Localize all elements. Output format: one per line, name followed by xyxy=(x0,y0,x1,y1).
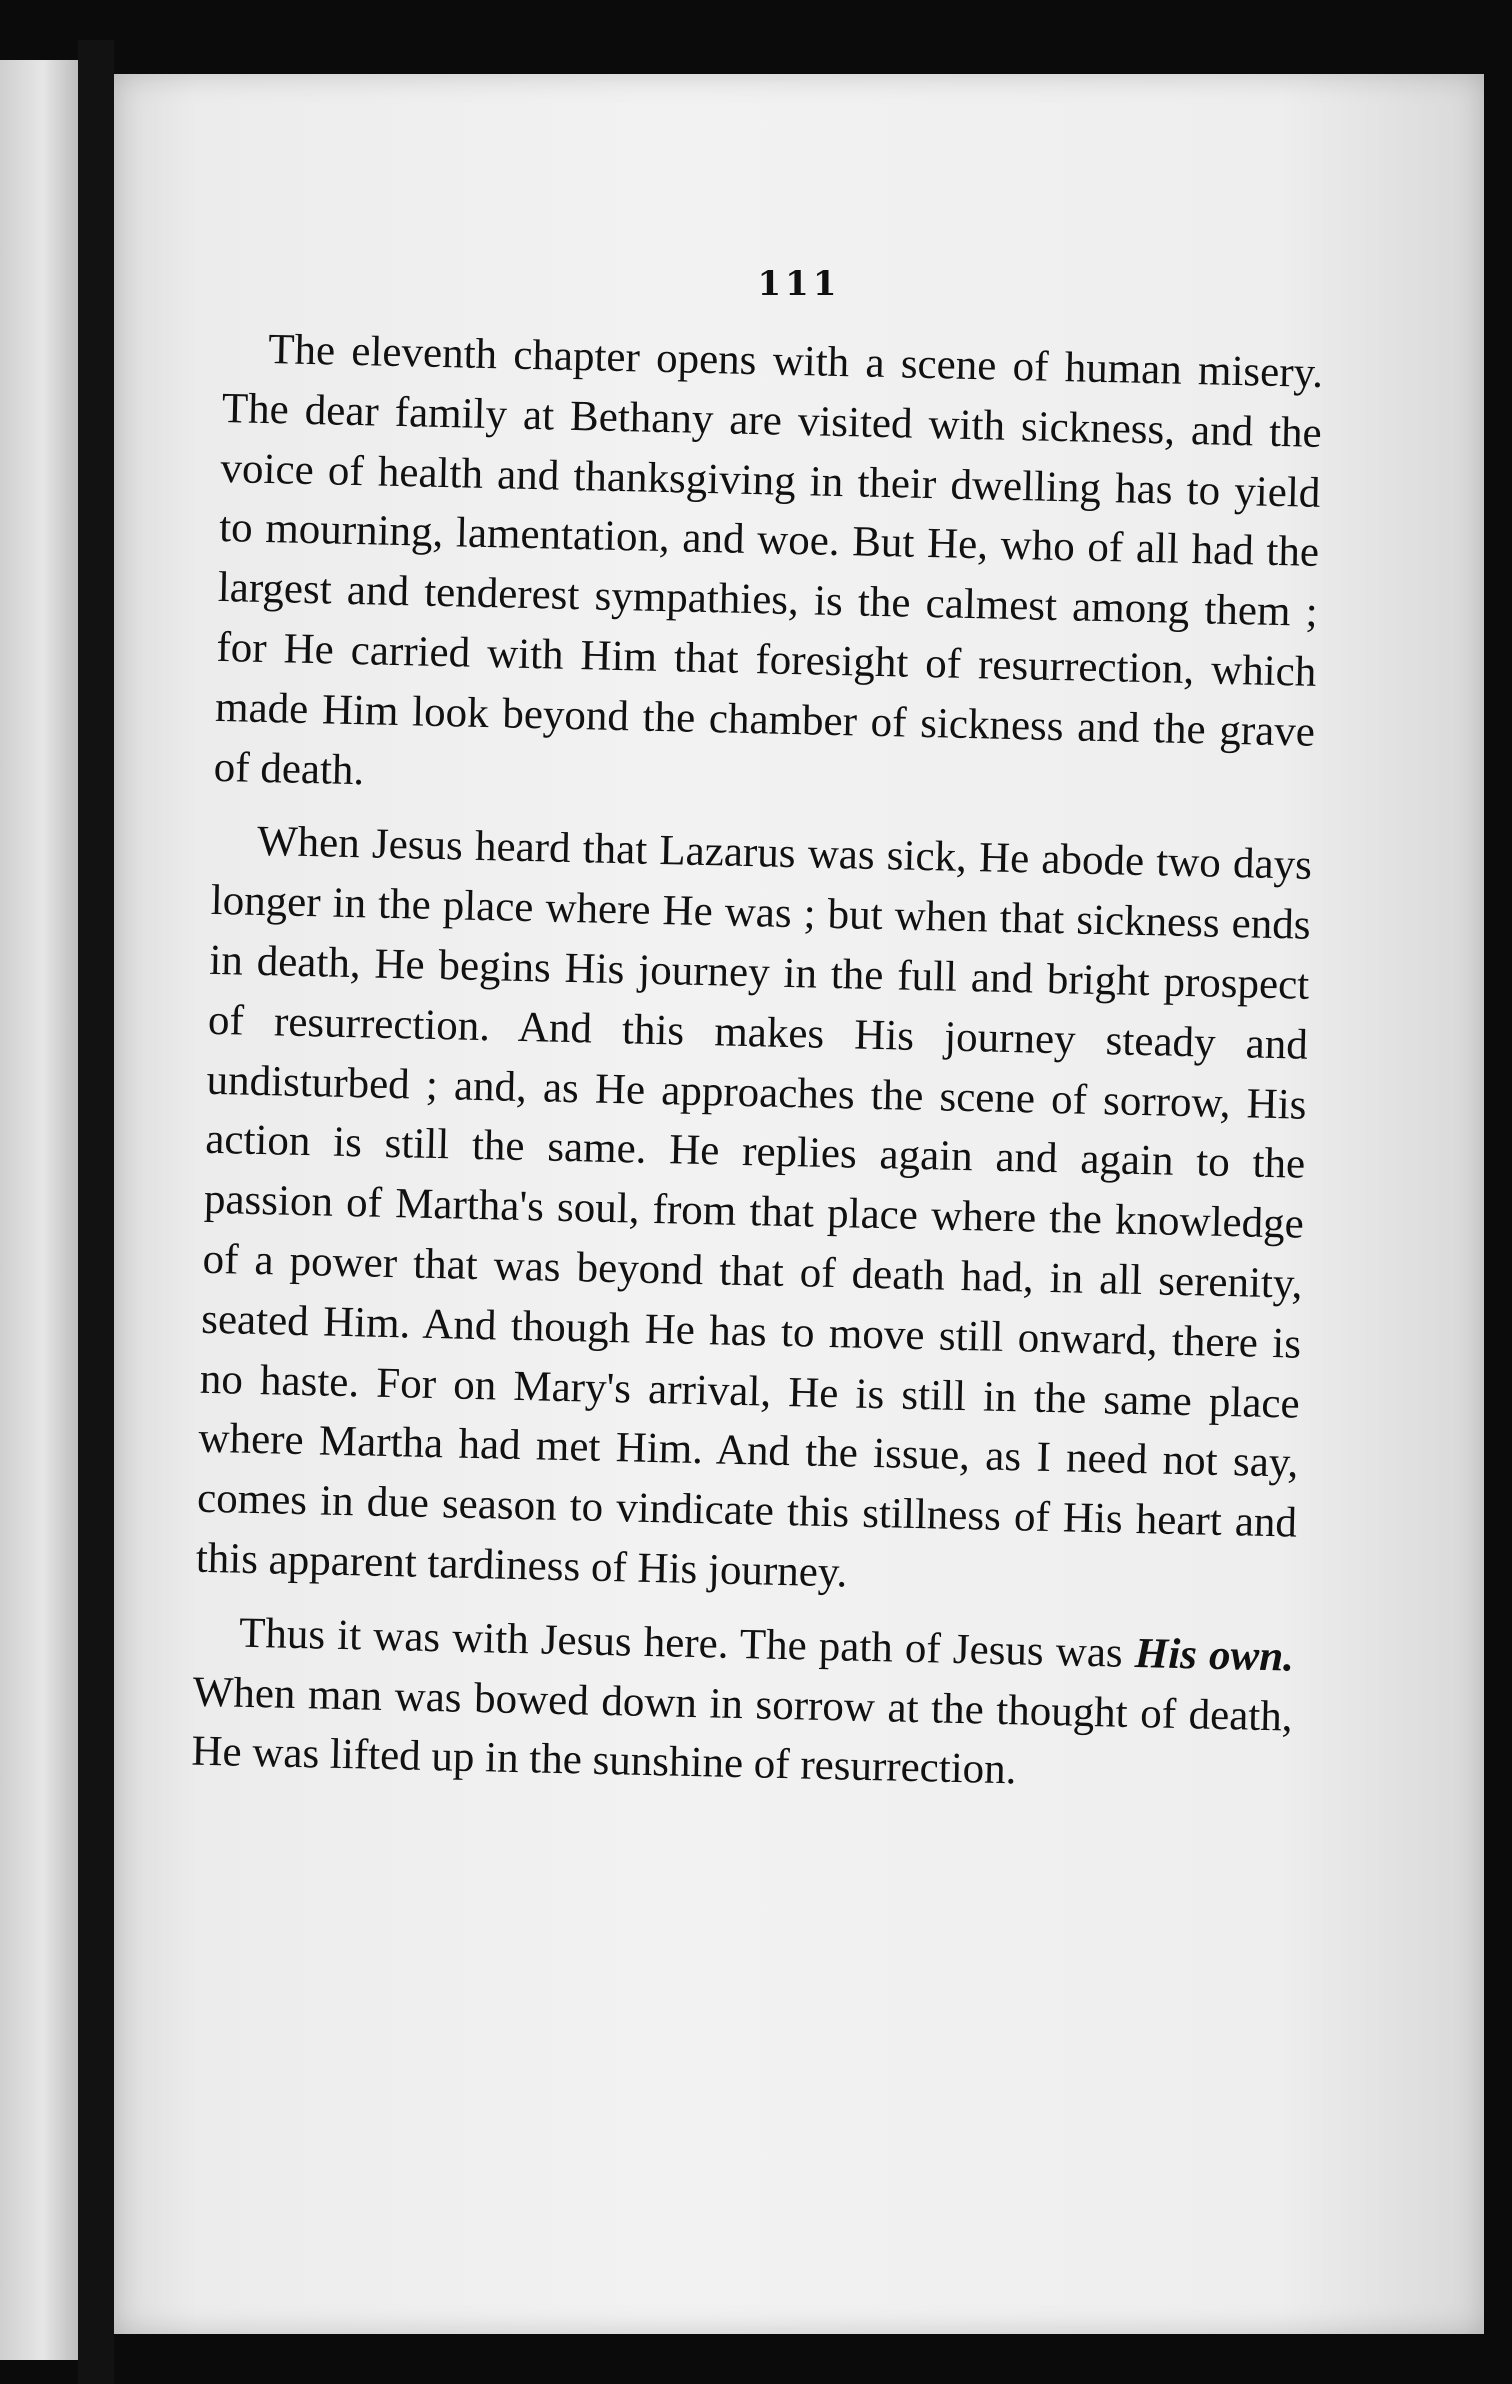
emphasis-his-own: His own. xyxy=(1134,1629,1295,1681)
page-number: 111 xyxy=(757,264,841,304)
facing-page-edge xyxy=(0,60,78,2360)
page-body xyxy=(190,319,1323,1821)
paragraph-2: When Jesus heard that Lazarus was sick, He abode two days longer in the place where He was ; but when that sickness ends in death, He begins His journey in the full and bright prospect of resurrection. And this makes His journey steady and undisturbed ; and, as He approaches the scene of sorrow, His action is still the same. He replies again and again to the passion of Martha's soul, from that place where the knowledge of a power that was beyond that of death had, in all serenity, seated Him. And though He has to move still onward, there is no haste. For on Mary's arrival, He is still in the same place where Martha had met Him. And the issue, as I need not say, comes in due season to vindicate this stillness of His heart and this apparent tardiness of His journey. xyxy=(195,818,1313,1597)
paragraph-3-text-after: When man was bowed down in sorrow at the thought of death, He was lifted up in the sunshine of resurrection. xyxy=(190,1668,1294,1794)
paragraph-3 xyxy=(191,1602,1295,1806)
book-gutter xyxy=(78,40,114,2384)
paragraph-3-text-before: Thus it was with Jesus here. The path of Jesus was xyxy=(238,1609,1136,1677)
paragraph-1: The eleventh chapter opens with a scene of human misery. The dear family at Bethany are visited with sickness, and the voice of health and thanksgiving in their dwelling has to yield to mourning, lamentation, and woe. But He, who of all had the largest and tenderest sympathies, is the calmest among them ; for He carried with Him that foresight of resurrection, which made Him look beyond the chamber of sickness and the grave of death. xyxy=(213,326,1324,794)
book-page xyxy=(114,74,1484,2334)
